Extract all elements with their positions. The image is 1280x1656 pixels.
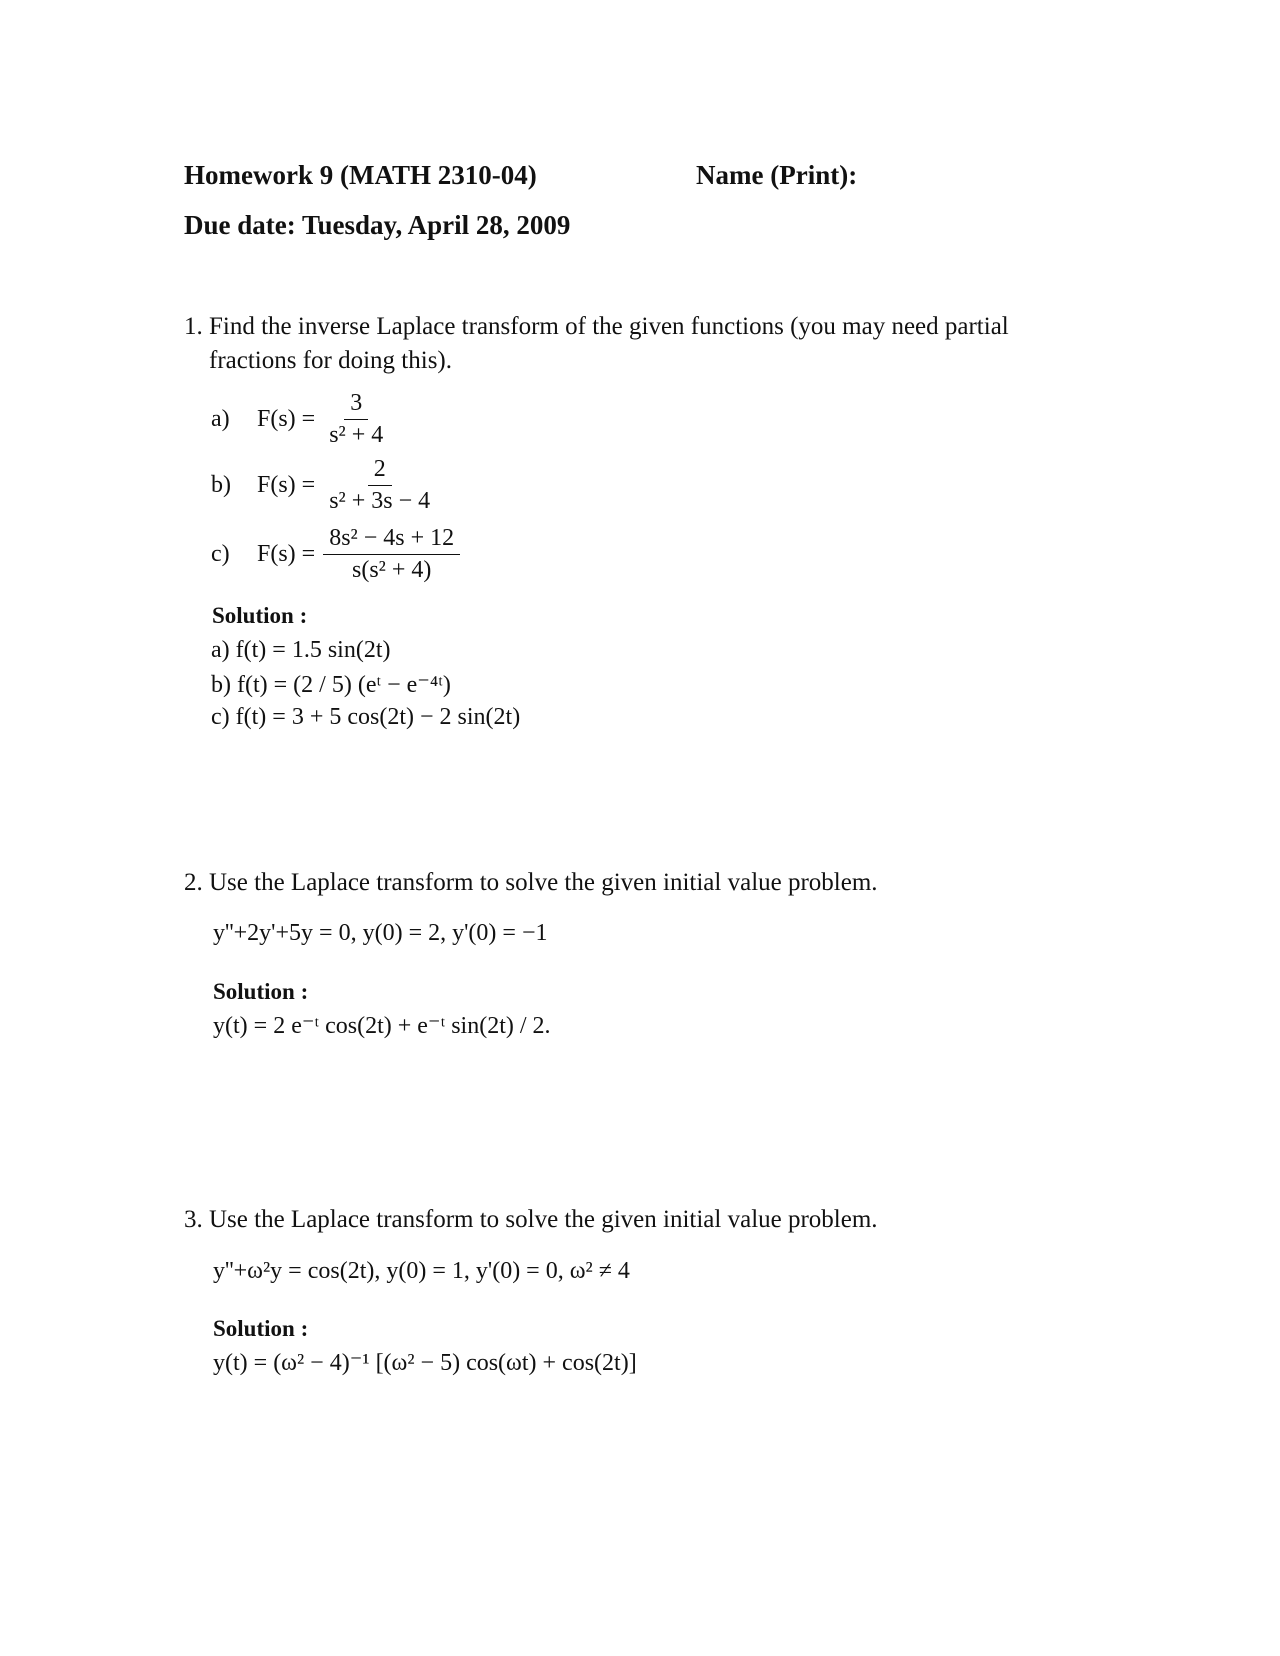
problem3-equation: y''+ω²y = cos(2t), y(0) = 1, y'(0) = 0, ω² ≠ 4 [213, 1258, 630, 1284]
problem2-solution: y(t) = 2 e⁻ᵗ cos(2t) + e⁻ᵗ sin(2t) / 2. [213, 1013, 551, 1039]
problem1-solution-c: c) f(t) = 3 + 5 cos(2t) − 2 sin(2t) [211, 704, 521, 730]
problem1-solution-a: a) f(t) = 1.5 sin(2t) [211, 637, 391, 663]
problem3-solution-label: Solution : [213, 1316, 309, 1341]
name-print-label: Name (Print): [696, 160, 858, 190]
item-letter: b) [211, 472, 231, 498]
fraction [323, 390, 389, 449]
numerator: 2 [368, 456, 392, 486]
item-letter: a) [211, 406, 230, 432]
fraction [323, 456, 436, 515]
problem1-item-b [211, 456, 436, 515]
problem1-statement-line2: fractions for doing this). [209, 347, 453, 374]
problem2-equation: y''+2y'+5y = 0, y(0) = 2, y'(0) = −1 [213, 920, 548, 946]
problem1-item-a [211, 390, 389, 449]
item-letter: c) [211, 541, 230, 567]
due-date: Due date: Tuesday, April 28, 2009 [184, 210, 571, 240]
denominator: s² + 3s − 4 [329, 488, 431, 514]
item-lhs: F(s) = [257, 472, 316, 498]
problem2-statement: 2. Use the Laplace transform to solve the given initial value problem. [184, 869, 878, 896]
denominator: s² + 4 [329, 422, 384, 448]
denominator: s(s² + 4) [351, 557, 432, 583]
problem1-solution-label: Solution : [212, 603, 308, 628]
item-lhs: F(s) = [257, 406, 316, 432]
item-lhs: F(s) = [257, 541, 316, 567]
fraction [323, 525, 460, 584]
numerator: 3 [344, 390, 368, 420]
numerator: 8s² − 4s + 12 [323, 525, 460, 555]
homework-title: Homework 9 (MATH 2310-04) [184, 160, 537, 190]
problem3-statement: 3. Use the Laplace transform to solve the given initial value problem. [184, 1206, 878, 1233]
problem2-solution-label: Solution : [213, 979, 309, 1004]
problem1-item-c [211, 525, 460, 584]
problem1-statement-line1: 1. Find the inverse Laplace transform of the given functions (you may need partial [184, 313, 1009, 340]
problem1-solution-b: b) f(t) = (2 / 5) (eᵗ − e⁻⁴ᵗ) [211, 672, 451, 698]
problem3-solution: y(t) = (ω² − 4)⁻¹ [(ω² − 5) cos(ωt) + cos(2t)] [213, 1350, 637, 1376]
